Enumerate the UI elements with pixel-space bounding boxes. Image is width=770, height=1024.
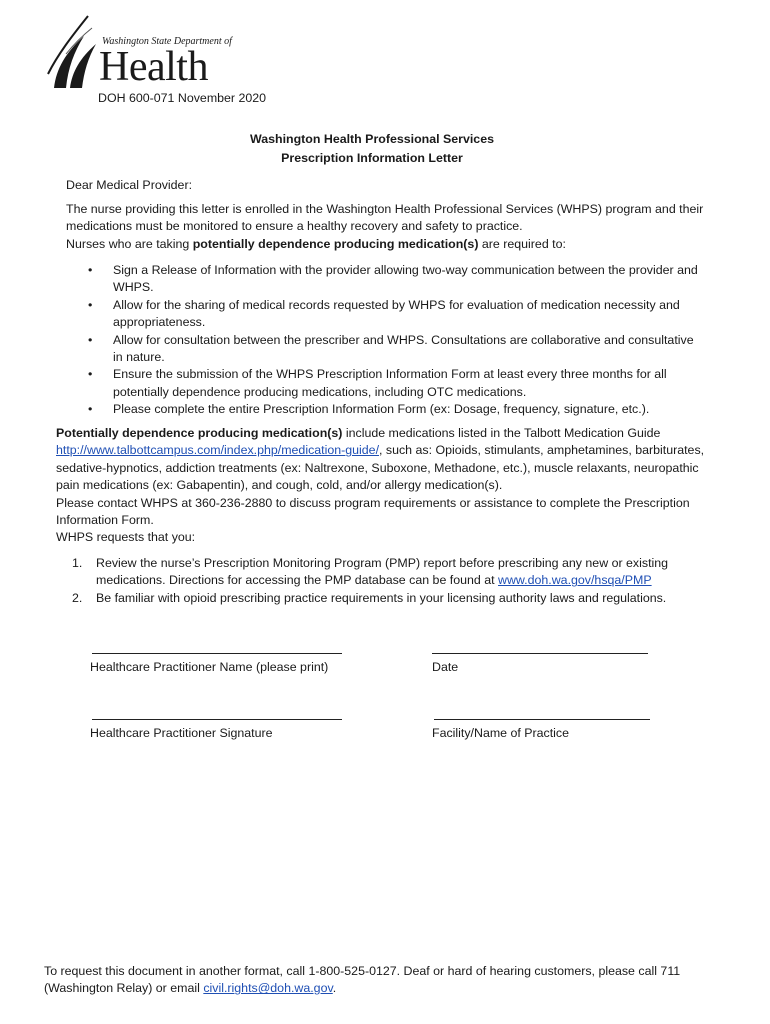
intro-lead-post: are required to: [478, 236, 566, 251]
medications-bold: Potentially dependence producing medication(s) [56, 426, 343, 440]
facility-signature-line[interactable] [434, 719, 650, 720]
medications-paragraph [56, 425, 716, 495]
request-item [72, 590, 692, 607]
salutation: Dear Medical Provider: [66, 178, 193, 192]
logo-department-text: Washington State Department of [102, 36, 232, 47]
doh-logo-mark [44, 14, 104, 90]
request-number: 2. [72, 590, 83, 605]
medications-text-2: , such as: Opioids, stimulants, amphetamines, barbiturates, sedative-hypnotics, addiction treatments (ex: Naltrexone, Suboxone, Methadone, etc.), muscle relaxants, neuropathic pain medications (ex: Gabapentin), and cough, cold, and/or allergy medication(s). [56, 443, 705, 493]
civil-rights-email-link[interactable]: civil.rights@doh.wa.gov [203, 981, 333, 996]
footer-text: To request this document in another format, call 1-800-525-0127. Deaf or hard of hearing customers, please call 711 (Washington Relay) or email [44, 964, 681, 996]
intro-lead-pre: Nurses who are taking [66, 236, 193, 251]
requirement-item: • Allow for the sharing of medical records requested by WHPS for evaluation of medication necessity and appropriateness. [88, 297, 698, 332]
footer [44, 963, 734, 998]
document-number: DOH 600-071 November 2020 [98, 91, 267, 105]
footer-paragraph [44, 963, 734, 998]
medications-text-1: include medications listed in the Talbott Medication Guide [342, 426, 661, 440]
requirement-item: • Sign a Release of Information with the provider allowing two-way communication between the provider and WHPS. [88, 262, 698, 297]
date-signature-line[interactable] [432, 653, 648, 654]
pmp-link[interactable]: www.doh.wa.gov/hsqa/PMP [498, 573, 652, 588]
intro-paragraph [66, 201, 706, 253]
signature-field-label: Healthcare Practitioner Signature [90, 726, 273, 740]
date-field-label: Date [432, 660, 459, 674]
footer-end: . [332, 981, 337, 996]
request-number: 1. [72, 556, 83, 570]
contact-paragraph: Please contact WHPS at 360-236-2880 to discuss program requirements or assistance to complete the Prescription Information Form. [56, 495, 690, 528]
name-signature-line[interactable] [92, 653, 342, 654]
title-line-1: Washington Health Professional Services [250, 132, 494, 146]
requirement-item: • Allow for consultation between the prescriber and WHPS. Consultations are collaborative and consultative in nature. [88, 332, 698, 367]
requirement-item: • Please complete the entire Prescription Information Form (ex: Dosage, frequency, signature, etc.). [88, 401, 698, 418]
requests-list [72, 555, 692, 607]
talbott-guide-link[interactable]: http://www.talbottcampus.com/index.php/medication-guide/ [56, 443, 380, 458]
doh-logo [44, 14, 232, 90]
intro-lead-bold: potentially dependence producing medication(s) [192, 236, 479, 251]
intro-sentence: The nurse providing this letter is enrolled in the Washington Health Professional Services (WHPS) program and their medications must be monitored to ensure a healthy recovery and safety to practice. [66, 202, 704, 234]
intro-requirements-lead [66, 236, 706, 253]
request-text: Be familiar with opioid prescribing practice requirements in your licensing authority laws and regulations. [96, 590, 667, 605]
title-line-2: Prescription Information Letter [281, 151, 463, 165]
medications-section [56, 425, 716, 547]
logo-health-text: Health [99, 44, 208, 90]
requirements-list [88, 262, 698, 419]
request-text: Review the nurse’s Prescription Monitoring Program (PMP) report before prescribing any new or existing medications. Directions for accessing the PMP database can be found at [96, 556, 669, 588]
facility-field-label: Facility/Name of Practice [432, 726, 570, 740]
request-item [72, 555, 692, 590]
name-field-label: Healthcare Practitioner Name (please print) [90, 660, 329, 674]
requirement-item: • Ensure the submission of the WHPS Prescription Information Form at least every three months for all potentially dependence producing medications, including OTC medications. [88, 366, 698, 401]
requests-intro: WHPS requests that you: [56, 530, 196, 545]
signature-line[interactable] [92, 719, 342, 720]
